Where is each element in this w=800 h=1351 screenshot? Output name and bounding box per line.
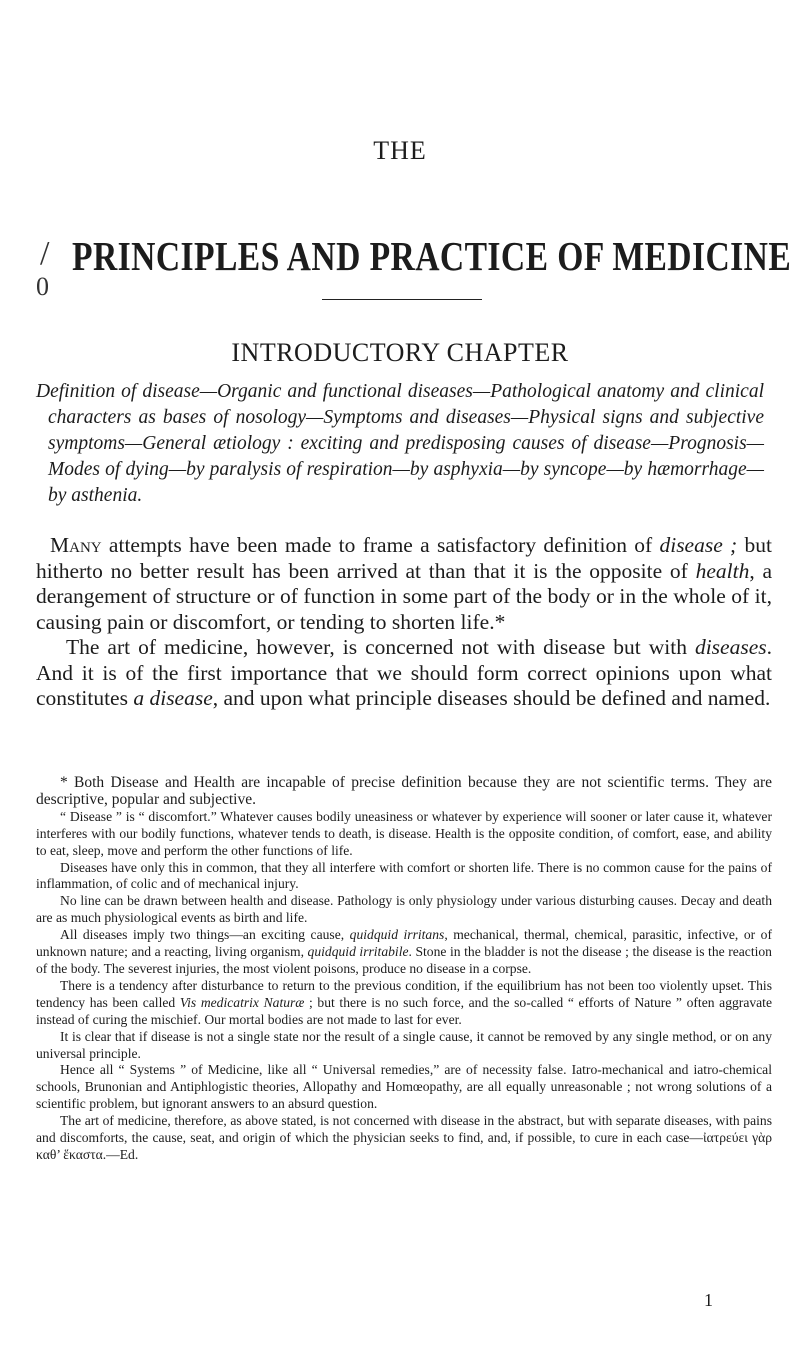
footnote-8: Hence all “ Systems ” of Medicine, like all “ Universal remedies,” are of necessity false. Iatro-mechanical and iatro-chemical schools, Brunonian and Antiphlogistic theories, Allopathy and Homœopathy, are all equally unreasonable ; not wrong solutions of a scientific problem, but ignorant answers to an absurd question. bbox=[36, 1062, 772, 1112]
text-run: , and upon what principle diseases should be defined and named. bbox=[212, 686, 771, 710]
text-run: but hitherto no better result has been arrived at than that it is the opposite of bbox=[36, 533, 772, 583]
title-rule bbox=[322, 299, 482, 300]
text-run: . And it is of the first importance that we should form correct opinions upon what constitutes bbox=[36, 635, 772, 710]
footnote-5 bbox=[36, 927, 772, 978]
text-run: ; but there is no such force, and the so-called “ efforts of Nature ” often aggravate instead of curing the mischief. Our mortal bodies are not made to last for ever. bbox=[36, 994, 772, 1027]
footnote-4: No line can be drawn between health and disease. Pathology is only physiology under various disturbing causes. Decay and death are as much physiological events as birth and life. bbox=[36, 893, 772, 926]
paragraph-1 bbox=[36, 533, 772, 635]
text-run: The art of medicine, however, is concerned not with disease but with bbox=[66, 635, 695, 659]
italic-term: health bbox=[695, 558, 750, 583]
italic-term: a disease bbox=[133, 686, 213, 710]
italic-term: Vis medicatrix Naturæ bbox=[179, 994, 305, 1010]
italic-term: quidquid irritans bbox=[349, 927, 445, 943]
margin-pencil-mark: / bbox=[40, 235, 50, 272]
footnotes bbox=[36, 775, 772, 1164]
lead-word: Many bbox=[50, 533, 102, 557]
text-run: , a derangement of structure or of function in some part of the body or in the whole of it, causing pain or discomfort, or tending to shorten life.* bbox=[36, 558, 772, 634]
italic-term: diseases bbox=[694, 635, 767, 659]
chapter-synopsis: Definition of disease—Organic and functional diseases—Pathological anatomy and clinical characters as bases of nosology—Symptoms and diseases—Physical signs and subjective symptoms—General ætiology : exciting and predisposing causes of disease—Prognosis—Modes of dying—by paralysis of respiration—by asphyxia—by syncope—by hæmorrhage—by asthenia. bbox=[36, 381, 764, 506]
footnote-1: * Both Disease and Health are incapable of precise definition because they are not scientific terms. They are descriptive, popular and subjective. bbox=[36, 774, 772, 808]
paragraph-2 bbox=[36, 635, 772, 712]
footnote-2: “ Disease ” is “ discomfort.” Whatever causes bodily uneasiness or whatever by experience will sooner or later cause it, whatever interferes with our bodily functions, whatever tends to death, is disease. Health is the opposite condition, of comfort, ease, and ability to eat, sleep, move and perform the other functions of life. bbox=[36, 808, 772, 858]
footnote-7: It is clear that if disease is not a single state nor the result of a single cause, it cannot be removed by any single method, or on any universal principle. bbox=[36, 1028, 772, 1061]
italic-term: quidquid irritabile bbox=[307, 944, 409, 960]
footnote-6 bbox=[36, 978, 772, 1029]
main-text bbox=[36, 533, 772, 712]
page-number: 1 bbox=[704, 1290, 713, 1310]
footnote-3: Diseases have only this in common, that they all interfere with comfort or shorten life. There is no common cause for the pains of inflammation, of colic and of mechanical injury. bbox=[36, 859, 772, 892]
text-run: attempts have been made to frame a satisfactory definition of bbox=[101, 533, 660, 557]
margin-pencil-mark-lower: 0 bbox=[36, 272, 49, 301]
italic-term: disease ; bbox=[659, 533, 738, 557]
footnote-9: The art of medicine, therefore, as above stated, is not concerned with disease in the abstract, but with separate diseases, with pains and discomforts, the cause, seat, and origin of which the physician seeks to find, and, if possible, to cure in each case—ἰατρεύει γὰρ καθ’ ἕκαστα.—Ed. bbox=[36, 1113, 772, 1162]
text-run: All diseases imply two things—an exciting cause, bbox=[60, 927, 350, 943]
title-prefix: THE bbox=[373, 136, 427, 165]
text-run: . Stone in the bladder is not the disease ; the disease is the reaction of the body. The severest injuries, the most violent poisons, produce no disease in a corpse. bbox=[36, 944, 772, 976]
chapter-heading: INTRODUCTORY CHAPTER bbox=[231, 338, 569, 367]
text-run: There is a tendency after disturbance to return to the previous condition, if the equilibrium has not been too violently upset. This tendency has been called bbox=[36, 977, 772, 1010]
text-run: , mechanical, thermal, chemical, parasitic, infective, or of unknown nature; and a reacting, living organism, bbox=[36, 927, 773, 960]
book-title: PRINCIPLES AND PRACTICE OF MEDICINE bbox=[72, 233, 792, 279]
